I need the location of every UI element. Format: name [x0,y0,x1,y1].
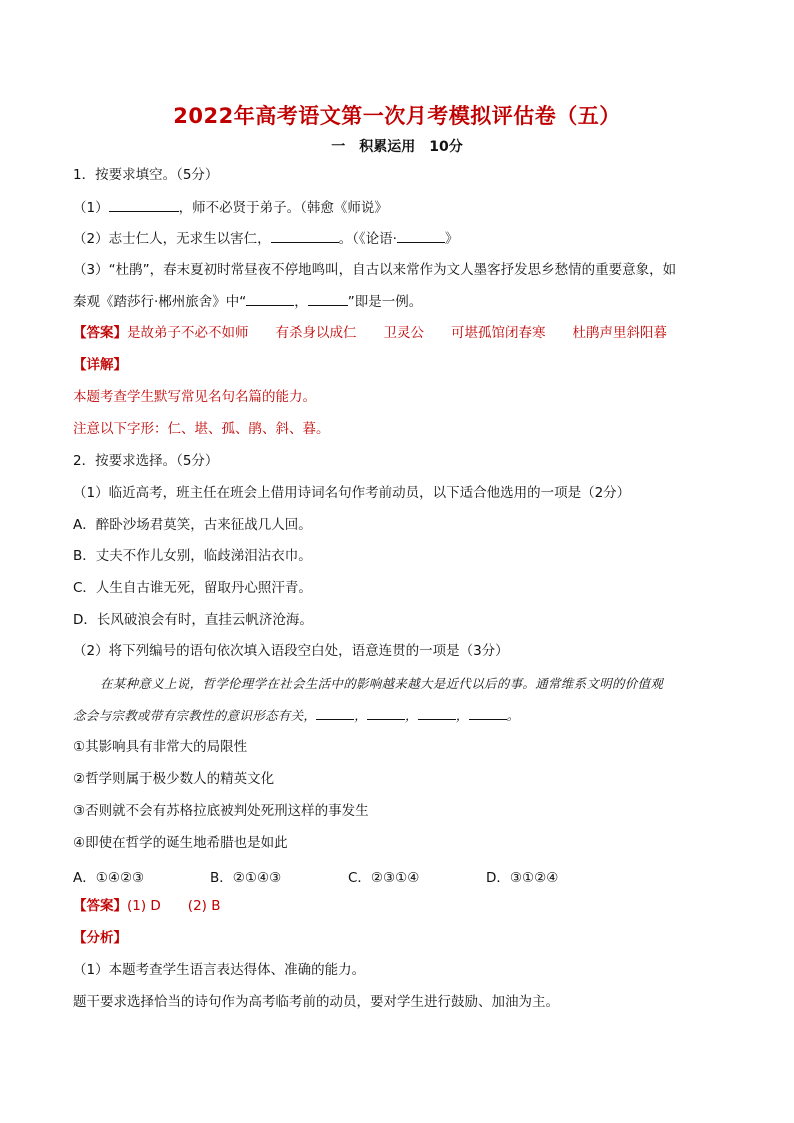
sentence-4: ④即使在哲学的诞生地希腊也是如此 [73,835,288,851]
item-text: 秦观《踏莎行·郴州旅舍》中“ [73,294,247,310]
question-1-item-1 [73,198,388,217]
question-2-analysis-label [73,929,127,947]
question-1-answer [73,324,667,342]
answer-blank [316,706,354,720]
section-heading: 一 积累运用 10分 [331,139,463,155]
page-title: 2022年高考语文第一次月考模拟评估卷（五） [173,104,621,128]
answer-blank [418,706,456,720]
answer-blank [246,292,294,306]
answer-blank [109,198,179,212]
analysis-line-1: （1）本题考查学生语言表达得体、准确的能力。 [73,962,366,978]
question-2-sub-2: （2）将下列编号的语句依次填入语段空白处，语意连贯的一项是（3分） [73,643,509,659]
answer-label: 【答案】 [73,325,127,341]
item-text-3: ”即是一例。 [347,294,423,310]
separator: ， [405,708,418,723]
choice-b: B．②①④③ [210,870,282,886]
passage-line-2 [73,706,519,725]
sentence-2: ②哲学则属于极少数人的精英文化 [73,771,275,787]
choice-d: D．③①②④ [486,870,559,886]
passage-text: 念会与宗教或带有宗教性的意识形态有关， [73,708,317,723]
question-1-heading: 1．按要求填空。（5分） [73,167,219,183]
answer-text: (1) D (2) B [127,898,221,914]
period: 。 [506,708,520,723]
question-1-detail-label [73,356,127,374]
answer-text: 是故弟子不必不如师 有杀身以成仁 卫灵公 可堪孤馆闭春寒 杜鹃声里斜阳暮 [127,325,667,341]
separator: ， [455,708,469,723]
question-1-item-2 [73,229,458,248]
choice-c: C．②③①④ [348,870,420,886]
question-1-item-3-line-2 [73,292,422,311]
answer-blank [308,292,348,306]
answer-blank [367,706,405,720]
answer-label: 【答案】 [73,898,127,914]
question-1-item-3-line-1: （3）“杜鹃”，春末夏初时常昼夜不停地鸣叫，自古以来常作为文人墨客抒发思乡愁情的重要意象，如 [73,262,677,278]
item-text-3: 》 [444,231,459,247]
sentence-3: ③否则就不会有苏格拉底被判处死刑这样的事发生 [73,803,369,819]
question-2-answer [73,897,221,915]
question-2-sub-1: （1）临近高考，班主任在班会上借用诗词名句作考前动员，以下适合他选用的一项是（2分） [73,485,631,501]
answer-blank [397,229,445,243]
choice-a: A．①④②③ [73,870,145,886]
item-text-2: ， [294,294,308,310]
answer-blank [469,706,507,720]
option-d: D．长风破浪会有时，直挂云帆济沧海。 [73,612,313,628]
passage-line-1: 在某种意义上说，哲学伦理学在社会生活中的影响越来越大是近代以后的事。通常维系文明的价值观 [100,676,664,691]
option-c: C．人生自古谁无死，留取丹心照汗青。 [73,580,312,596]
analysis-line-2: 题干要求选择恰当的诗句作为高考临考前的动员，要对学生进行鼓励、加油为主。 [73,994,559,1010]
sentence-1: ①其影响具有非常大的局限性 [73,739,248,755]
question-1-detail-text: 本题考查学生默写常见名句名篇的能力。 [73,389,316,405]
question-1-note: 注意以下字形：仁、堪、孤、鹃、斜、暮。 [73,421,330,437]
analysis-label: 【分析】 [73,930,127,946]
separator: ， [354,708,368,723]
option-a: A．醉卧沙场君莫笑，古来征战几人回。 [73,517,312,533]
item-label: （1） [73,200,109,216]
item-text: （2）志士仁人，无求生以害仁， [73,231,271,247]
item-text-2: 。（《论语· [338,231,397,247]
answer-blank [271,229,339,243]
question-2-heading: 2．按要求选择。（5分） [73,453,219,469]
option-b: B．丈夫不作儿女别，临歧涕泪沾衣巾。 [73,548,312,564]
item-text: ，师不必贤于弟子。（韩愈《师说》 [178,200,388,216]
detail-label: 【详解】 [73,357,127,373]
